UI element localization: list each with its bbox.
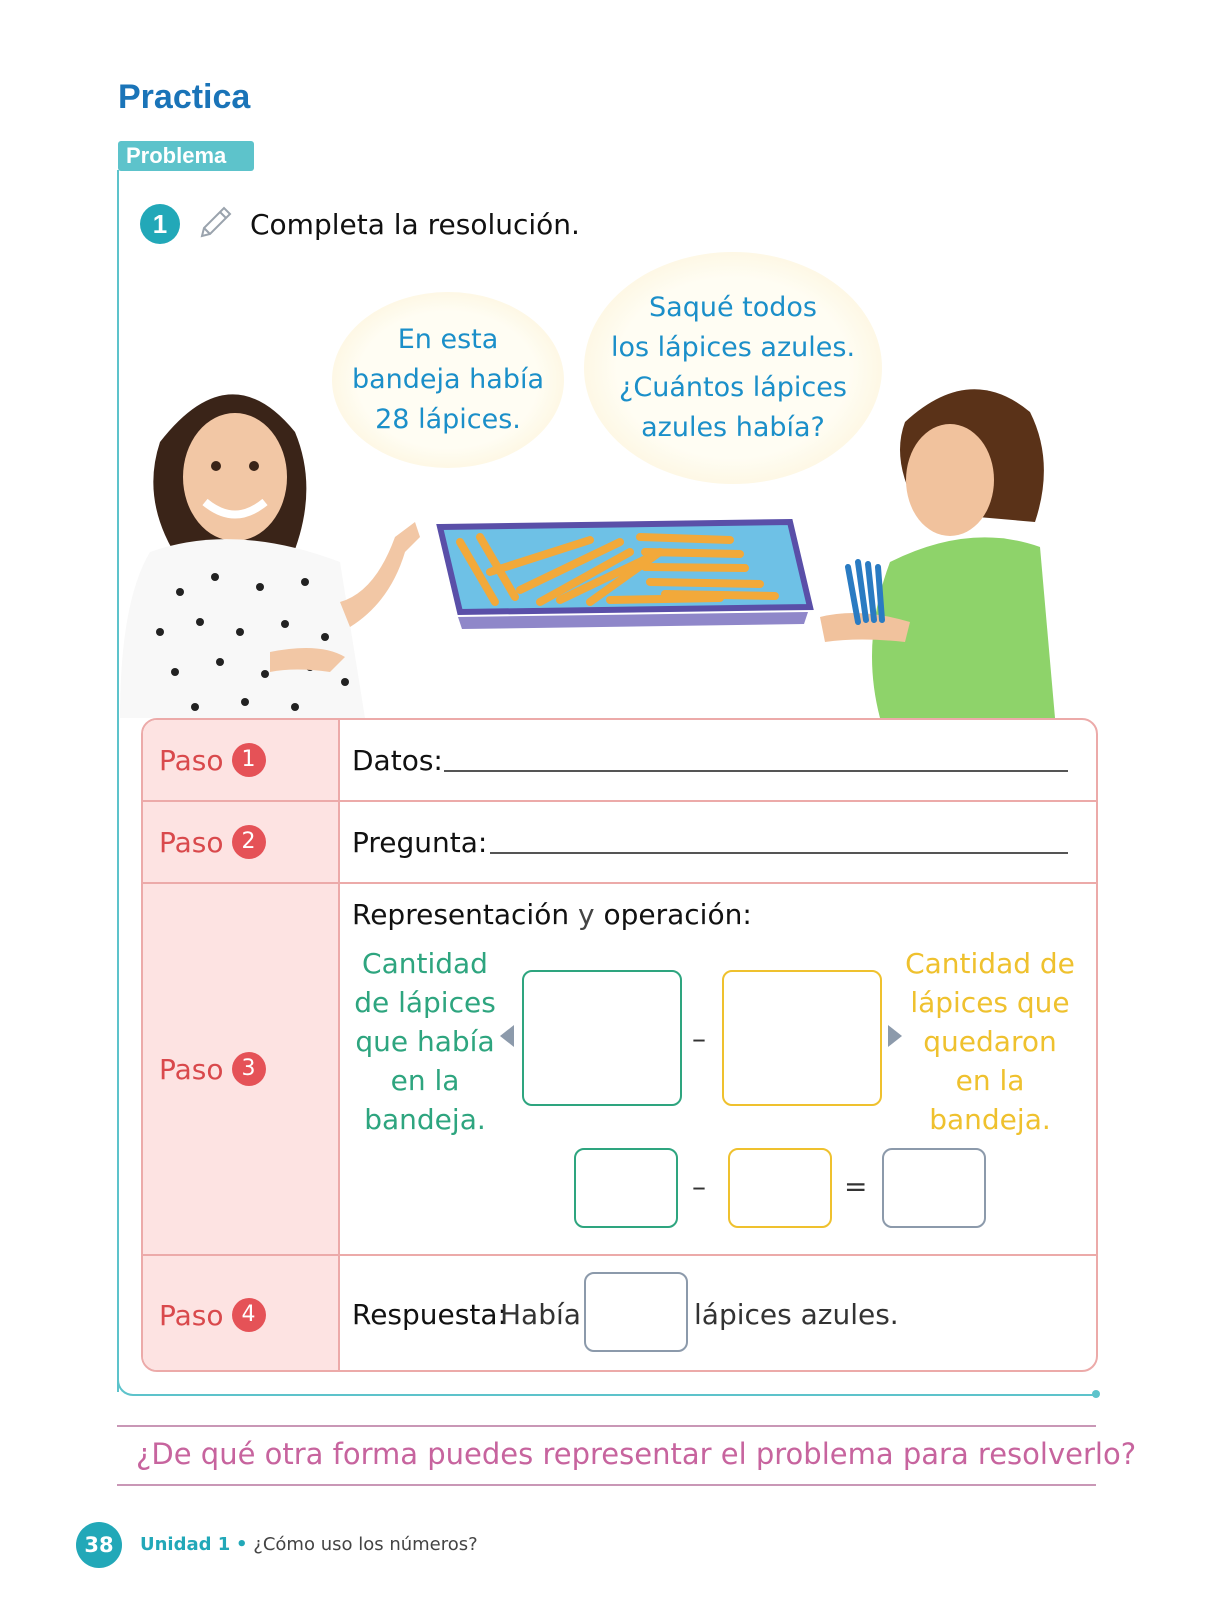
initial-quantity-label: Cantidad de lápices que había en la bandeja. <box>354 947 496 1136</box>
pencil-tray <box>440 522 810 629</box>
representation-heading <box>352 898 752 931</box>
pencil-icon <box>194 202 236 244</box>
page-number: 38 <box>76 1522 122 1568</box>
page-title: Practica <box>118 78 251 116</box>
connector-word: y <box>577 898 595 931</box>
frame-end-dot <box>1092 1390 1100 1398</box>
step-label-cell <box>143 802 340 882</box>
operation-equals-sign: = <box>844 1170 868 1203</box>
operation-subtrahend-box[interactable] <box>728 1148 832 1228</box>
step-row-2 <box>143 802 1096 884</box>
step-label-cell <box>143 884 340 1254</box>
frame-bottom-border <box>117 1378 1097 1396</box>
step-word: Paso <box>159 743 224 777</box>
datos-answer-line[interactable] <box>444 770 1068 772</box>
section-badge: Problema <box>118 141 254 171</box>
remaining-pencils-box[interactable] <box>722 970 882 1106</box>
operation-minus-sign: – <box>692 1170 706 1203</box>
step-label <box>159 743 266 777</box>
answer-box[interactable] <box>584 1272 688 1352</box>
representation-word: Representación <box>352 898 570 931</box>
step-label-cell <box>143 1256 340 1372</box>
step-label-cell <box>143 720 340 800</box>
step-row-4 <box>143 1256 1096 1372</box>
girl-speech-bubble <box>332 292 564 468</box>
datos-label: Datos: <box>352 744 443 777</box>
step-word: Paso <box>159 1298 224 1332</box>
boy-speech-bubble <box>584 252 882 484</box>
operation-minuend-box[interactable] <box>574 1148 678 1228</box>
step-word: Paso <box>159 825 224 859</box>
left-arrow-icon <box>500 1025 514 1047</box>
step-label <box>159 825 266 859</box>
unit-separator: • <box>236 1534 248 1555</box>
girl-speech-text: En esta bandeja había 28 lápices. <box>351 324 545 435</box>
step-label <box>159 1298 266 1332</box>
exercise-number: 1 <box>140 204 180 244</box>
unit-label: Unidad 1 <box>140 1534 231 1555</box>
step-content-cell <box>340 884 1096 1254</box>
step-number-badge: 3 <box>232 1052 266 1086</box>
step-content-cell <box>340 720 1096 800</box>
step-content-cell <box>340 1256 1096 1372</box>
step-label <box>159 1052 266 1086</box>
step-word: Paso <box>159 1052 224 1086</box>
step-number-badge: 2 <box>232 825 266 859</box>
steps-table <box>141 718 1098 1372</box>
operation-result-box[interactable] <box>882 1148 986 1228</box>
operation-word: operación: <box>603 898 752 931</box>
remaining-quantity-label: Cantidad de lápices que quedaron en la bandeja. <box>905 947 1075 1136</box>
pregunta-answer-line[interactable] <box>490 852 1068 854</box>
unit-subtitle: ¿Cómo uso los números? <box>253 1534 478 1555</box>
minus-sign: – <box>692 1022 706 1055</box>
step-number-badge: 4 <box>232 1298 266 1332</box>
exercise-instruction: Completa la resolución. <box>250 208 580 241</box>
reflection-question: ¿De qué otra forma puedes representar el problema para resolverlo? <box>136 1437 1137 1471</box>
answer-label: Respuesta: <box>352 1298 507 1331</box>
step-content-cell <box>340 802 1096 882</box>
answer-suffix: lápices azules. <box>694 1298 899 1331</box>
boy-speech-text: Saqué todos los lápices azules. ¿Cuántos lápices azules había? <box>610 292 856 443</box>
reflection-top-rule <box>117 1425 1096 1427</box>
footer-unit <box>140 1534 478 1555</box>
step-row-3 <box>143 884 1096 1256</box>
step-number-badge: 1 <box>232 743 266 777</box>
frame-left-border <box>117 170 119 1392</box>
reflection-bottom-rule <box>117 1484 1096 1486</box>
pregunta-label: Pregunta: <box>352 826 488 859</box>
answer-prefix: Había <box>500 1298 581 1331</box>
step-row-1 <box>143 720 1096 802</box>
total-pencils-box[interactable] <box>522 970 682 1106</box>
